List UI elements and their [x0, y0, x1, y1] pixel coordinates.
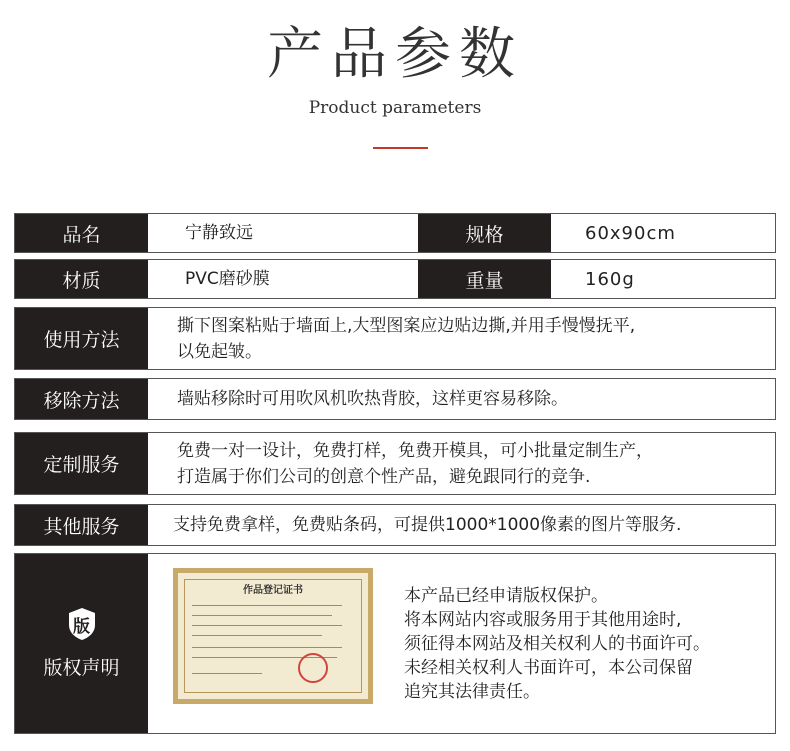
certificate-title: 作品登记证书: [243, 585, 303, 596]
row-removal: [14, 378, 776, 420]
row-material-weight: [14, 259, 776, 299]
other-label: 其他服务: [15, 505, 148, 545]
material-label: 材质: [15, 260, 148, 298]
copyright-line: 未经相关权利人书面许可，本公司保留: [404, 658, 693, 678]
weight-value: 160g: [585, 268, 635, 290]
row-custom: [14, 432, 776, 495]
certificate-text-line: [192, 673, 262, 674]
usage-value: [163, 308, 765, 369]
certificate-seal-icon: [298, 653, 328, 683]
copyright-badge-icon: [67, 607, 97, 641]
copyright-line: 须征得本网站及相关权利人的书面许可。: [404, 634, 710, 654]
title-divider: [373, 147, 428, 149]
row-other: [14, 504, 776, 546]
material-value: PVC磨砂膜: [185, 269, 270, 289]
certificate-border: [184, 579, 362, 693]
certificate-text-line: [192, 605, 342, 606]
custom-line-2: 打造属于你们公司的创意个性产品，避免跟同行的竞争.: [177, 466, 591, 487]
weight-label: 重量: [418, 260, 551, 298]
custom-label: 定制服务: [15, 433, 148, 494]
custom-value: [163, 433, 765, 494]
copyright-line: 本产品已经申请版权保护。: [404, 586, 608, 606]
certificate-text-line: [192, 615, 332, 616]
other-value: 支持免费拿样，免费贴条码，可提供1000*1000像素的图片等服务.: [173, 515, 682, 535]
custom-line-1: 免费一对一设计，免费打样，免费开模具，可小批量定制生产，: [177, 440, 653, 461]
name-value: 宁静致远: [185, 223, 253, 243]
copyright-line: 追究其法律责任。: [404, 682, 540, 702]
copyright-badge-char: 版: [73, 616, 90, 637]
spec-value: 60x90cm: [585, 222, 676, 244]
copyright-label-block: [15, 554, 148, 733]
row-copyright: [14, 553, 776, 734]
copyright-line: 将本网站内容或服务用于其他用途时,: [404, 610, 682, 630]
copyright-text: [404, 584, 710, 704]
certificate-image: [173, 568, 373, 704]
row-name-spec: [14, 213, 776, 253]
removal-value: 墙贴移除时可用吹风机吹热背胶，这样更容易移除。: [177, 389, 568, 409]
name-label: 品名: [15, 214, 148, 252]
usage-line-2: 以免起皱。: [177, 341, 262, 362]
row-usage: [14, 307, 776, 370]
page-title: 产品参数: [267, 22, 523, 87]
copyright-label: 版权声明: [43, 657, 120, 679]
removal-label: 移除方法: [15, 379, 148, 419]
page-subtitle: Product parameters: [308, 98, 482, 118]
certificate-text-line: [192, 635, 322, 636]
certificate-text-line: [192, 647, 342, 648]
usage-line-1: 撕下图案粘贴于墙面上,大型图案应边贴边撕,并用手慢慢抚平,: [177, 315, 636, 336]
certificate-text-line: [192, 625, 342, 626]
spec-label: 规格: [418, 214, 551, 252]
usage-label: 使用方法: [15, 308, 148, 369]
